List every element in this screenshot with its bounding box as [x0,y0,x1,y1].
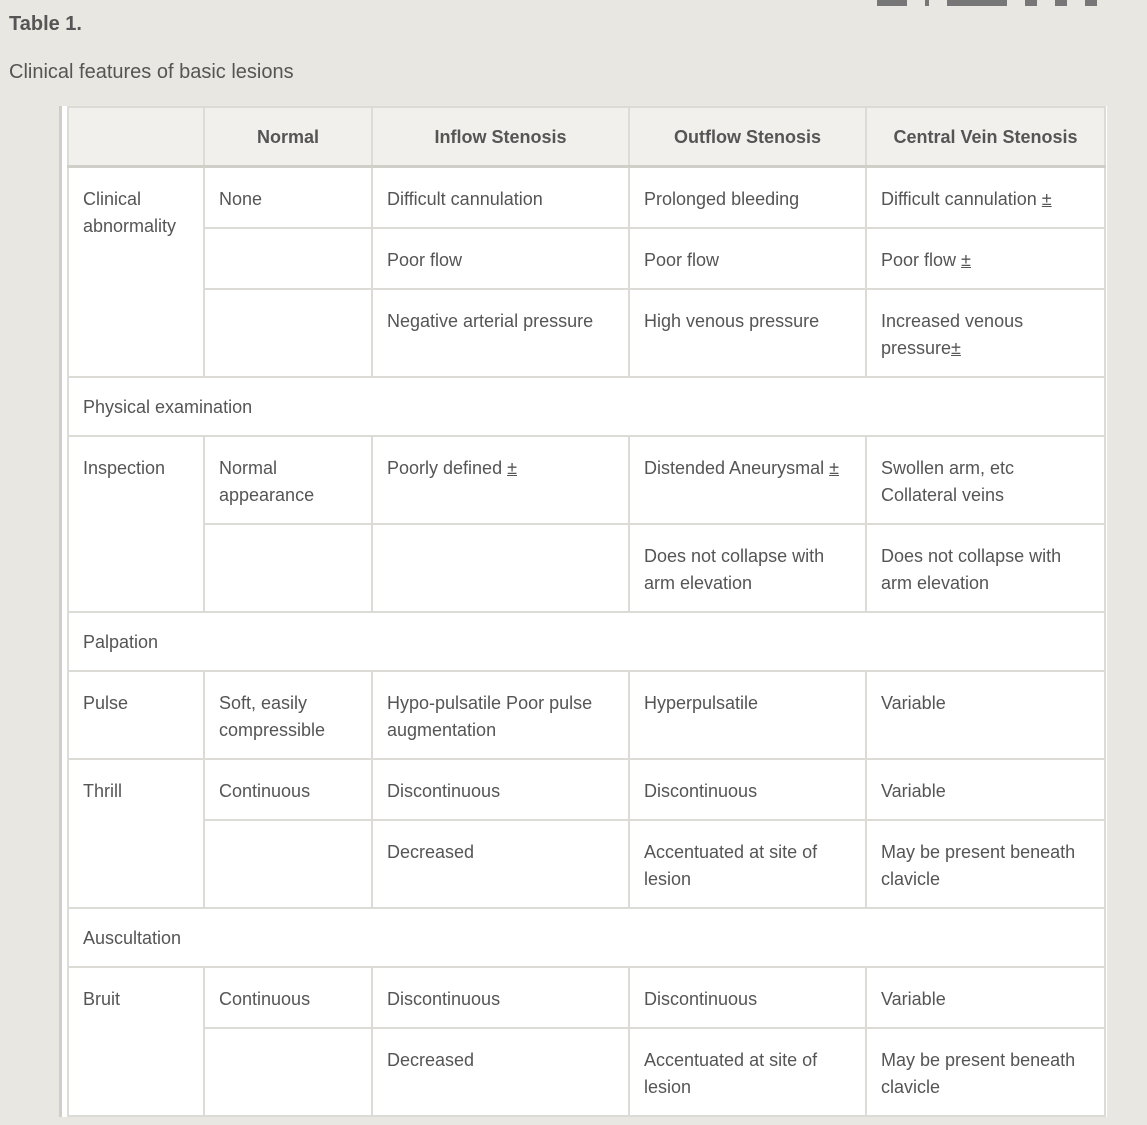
cell-central: Variable [866,671,1105,759]
row-label-clinical-abnormality: Clinical abnormality [68,167,204,378]
table-container [59,106,1107,1117]
cell-normal [204,228,372,289]
table-row [68,1028,1105,1116]
section-physical-examination: Physical examination [68,377,1105,436]
row-label-pulse: Pulse [68,671,204,759]
cell-outflow: Prolonged bleeding [629,167,866,229]
table-header [68,107,1105,167]
section-palpation: Palpation [68,612,1105,671]
plus-minus-symbol: ± [829,458,839,478]
table-caption: Clinical features of basic lesions [9,61,294,83]
cell-normal: Continuous [204,967,372,1028]
row-label-thrill: Thrill [68,759,204,908]
cell-central: Does not collapse with arm elevation [866,524,1105,612]
cell-central: May be present beneath clavicle [866,1028,1105,1116]
table-row [68,967,1105,1028]
header-outflow-stenosis: Outflow Stenosis [629,107,866,167]
cell-central: Swollen arm, etc Collateral veins [866,436,1105,524]
section-row [68,908,1105,967]
table-row [68,167,1105,229]
row-label-bruit: Bruit [68,967,204,1116]
cell-inflow: Decreased [372,1028,629,1116]
table-row [68,759,1105,820]
cell-outflow: Discontinuous [629,759,866,820]
cell-text: Increased venous pressure [881,311,1024,358]
table-row [68,524,1105,612]
plus-minus-symbol: ± [961,250,971,270]
cell-outflow: Accentuated at site of lesion [629,820,866,908]
plus-minus-symbol: ± [951,338,961,358]
cell-central: Variable [866,967,1105,1028]
table-body [68,167,1105,1117]
cell-normal: Normal appearance [204,436,372,524]
header-central-vein-stenosis: Central Vein Stenosis [866,107,1105,167]
cell-inflow: Negative arterial pressure [372,289,629,377]
cell-text: Distended Aneurysmal [644,458,830,478]
row-label-inspection: Inspection [68,436,204,612]
cell-inflow: Hypo-pulsatile Poor pulse augmentation [372,671,629,759]
header-inflow-stenosis: Inflow Stenosis [372,107,629,167]
cell-inflow: Discontinuous [372,759,629,820]
plus-minus-symbol: ± [507,458,517,478]
section-row [68,612,1105,671]
cell-central: May be present beneath clavicle [866,820,1105,908]
table-row [68,436,1105,524]
table-label: Table 1. [9,13,82,35]
cell-normal: Soft, easily compressible [204,671,372,759]
header-empty [68,107,204,167]
cell-inflow: Decreased [372,820,629,908]
cell-central [866,228,1105,289]
cell-central [866,167,1105,229]
table-row [68,289,1105,377]
cell-normal [204,1028,372,1116]
cell-text: Difficult cannulation [881,189,1042,209]
cell-normal: Continuous [204,759,372,820]
cell-inflow [372,524,629,612]
cell-inflow: Poor flow [372,228,629,289]
cell-outflow: Discontinuous [629,967,866,1028]
cell-central: Variable [866,759,1105,820]
cell-normal [204,524,372,612]
cell-central [866,289,1105,377]
table-row [68,228,1105,289]
cell-normal [204,820,372,908]
cell-inflow [372,436,629,524]
cell-normal: None [204,167,372,229]
cell-inflow: Difficult cannulation [372,167,629,229]
section-auscultation: Auscultation [68,908,1105,967]
header-normal: Normal [204,107,372,167]
cell-text: Poorly defined [387,458,508,478]
cell-outflow: Hyperpulsatile [629,671,866,759]
cell-outflow: Does not collapse with arm elevation [629,524,866,612]
cell-outflow: Poor flow [629,228,866,289]
table-row [68,671,1105,759]
section-row [68,377,1105,436]
cell-outflow [629,436,866,524]
cropped-header-edge [877,0,1147,6]
cell-normal [204,289,372,377]
table-row [68,820,1105,908]
clinical-features-table [67,106,1106,1117]
plus-minus-symbol: ± [1041,189,1052,209]
cell-outflow: High venous pressure [629,289,866,377]
header-row [68,107,1105,167]
cell-text: Poor flow [881,250,962,270]
cell-inflow: Discontinuous [372,967,629,1028]
cell-outflow: Accentuated at site of lesion [629,1028,866,1116]
